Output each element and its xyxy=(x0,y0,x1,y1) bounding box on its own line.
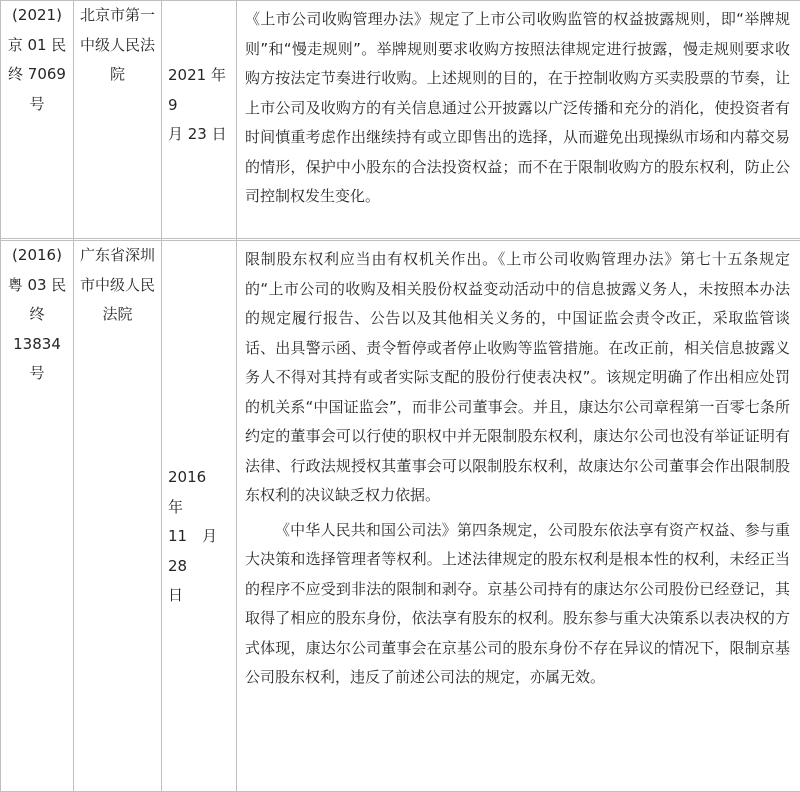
ruling-text-cell xyxy=(237,1,800,241)
case-number-line: 13834 xyxy=(7,330,67,360)
case-number-line: 号 xyxy=(7,359,67,389)
case-number-line: (2016) xyxy=(7,241,67,271)
date-line: 月 23 日 xyxy=(168,120,230,150)
case-number-line: (2021) xyxy=(7,1,67,31)
ruling-paragraph: 《上市公司收购管理办法》规定了上市公司收购监管的权益披露规则，即“举牌规则”和“慢走规则”。举牌规则要求收购方按照法律规定进行披露，慢走规则要求收购方按法定节奏进行收购。上述规则的目的，在于控制收购方买卖股票的节奏，让上市公司及收购方的有关信息通过公开披露以广泛传播和充分的消化，使投资者有时间慎重考虑作出继续持有或立即售出的选择，从而避免出现操纵市场和内幕交易的情形，保护中小股东的合法投资权益；而不在于限制收购方的股东权利，防止公司控制权发生变化。 xyxy=(245,5,790,212)
court-cell xyxy=(74,1,162,241)
case-number-line: 终 xyxy=(7,300,67,330)
case-number-cell xyxy=(1,1,74,241)
row-divider xyxy=(0,238,800,241)
case-number-line: 号 xyxy=(7,90,67,120)
date-line: 日 xyxy=(168,581,230,611)
court-line: 北京市第一 xyxy=(80,1,155,31)
date-cell xyxy=(162,1,237,241)
court-cell xyxy=(74,241,162,792)
court-line: 广东省深圳 xyxy=(80,241,155,271)
court-line: 中级人民法 xyxy=(80,31,155,61)
court-line: 院 xyxy=(80,60,155,90)
ruling-paragraph: 限制股东权利应当由有权机关作出。《上市公司收购管理办法》第七十五条规定的“上市公司的收购及相关股份权益变动活动中的信息披露义务人，未按照本办法的规定履行报告、公告以及其他相关义务的，中国证监会责令改正，采取监管谈话、出具警示函、责令暂停或者停止收购等监管措施。在改正前，相关信息披露义务人不得对其持有或者实际支配的股份行使表决权”。该规定明确了作出相应处罚的机关系“中国证监会”，而非公司董事会。并且，康达尔公司章程第一百零七条所约定的董事会可以行使的职权中并无限制股东权利，康达尔公司也没有举证证明有法律、行政法规授权其董事会可以限制股东权利，故康达尔公司董事会作出限制股东权利的决议缺乏权力依据。 xyxy=(245,245,790,511)
ruling-paragraph: 《中华人民共和国公司法》第四条规定，公司股东依法享有资产权益、参与重大决策和选择管理者等权利。上述法律规定的股东权利是根本性的权利，未经正当的程序不应受到非法的限制和剥夺。京基公司持有的康达尔公司股份已经登记，其取得了相应的股东身份，依法享有股东的权利。股东参与重大决策系以表决权的方式体现，康达尔公司董事会在京基公司的股东身份不存在异议的情况下，限制京基公司股东权利，违反了前述公司法的规定，亦属无效。 xyxy=(245,516,790,693)
case-row xyxy=(1,1,800,241)
case-number-line: 终 7069 xyxy=(7,60,67,90)
court-line: 法院 xyxy=(80,300,155,330)
ruling-text-cell xyxy=(237,241,800,792)
case-number-cell xyxy=(1,241,74,792)
date-line: 2016 年 xyxy=(168,463,230,522)
date-cell xyxy=(162,241,237,792)
date-line: 11 月 28 xyxy=(168,522,230,581)
case-row xyxy=(1,241,800,792)
case-number-line: 京 01 民 xyxy=(7,31,67,61)
court-line: 市中级人民 xyxy=(80,271,155,301)
case-number-line: 粤 03 民 xyxy=(7,271,67,301)
date-line: 2021 年 9 xyxy=(168,61,230,120)
